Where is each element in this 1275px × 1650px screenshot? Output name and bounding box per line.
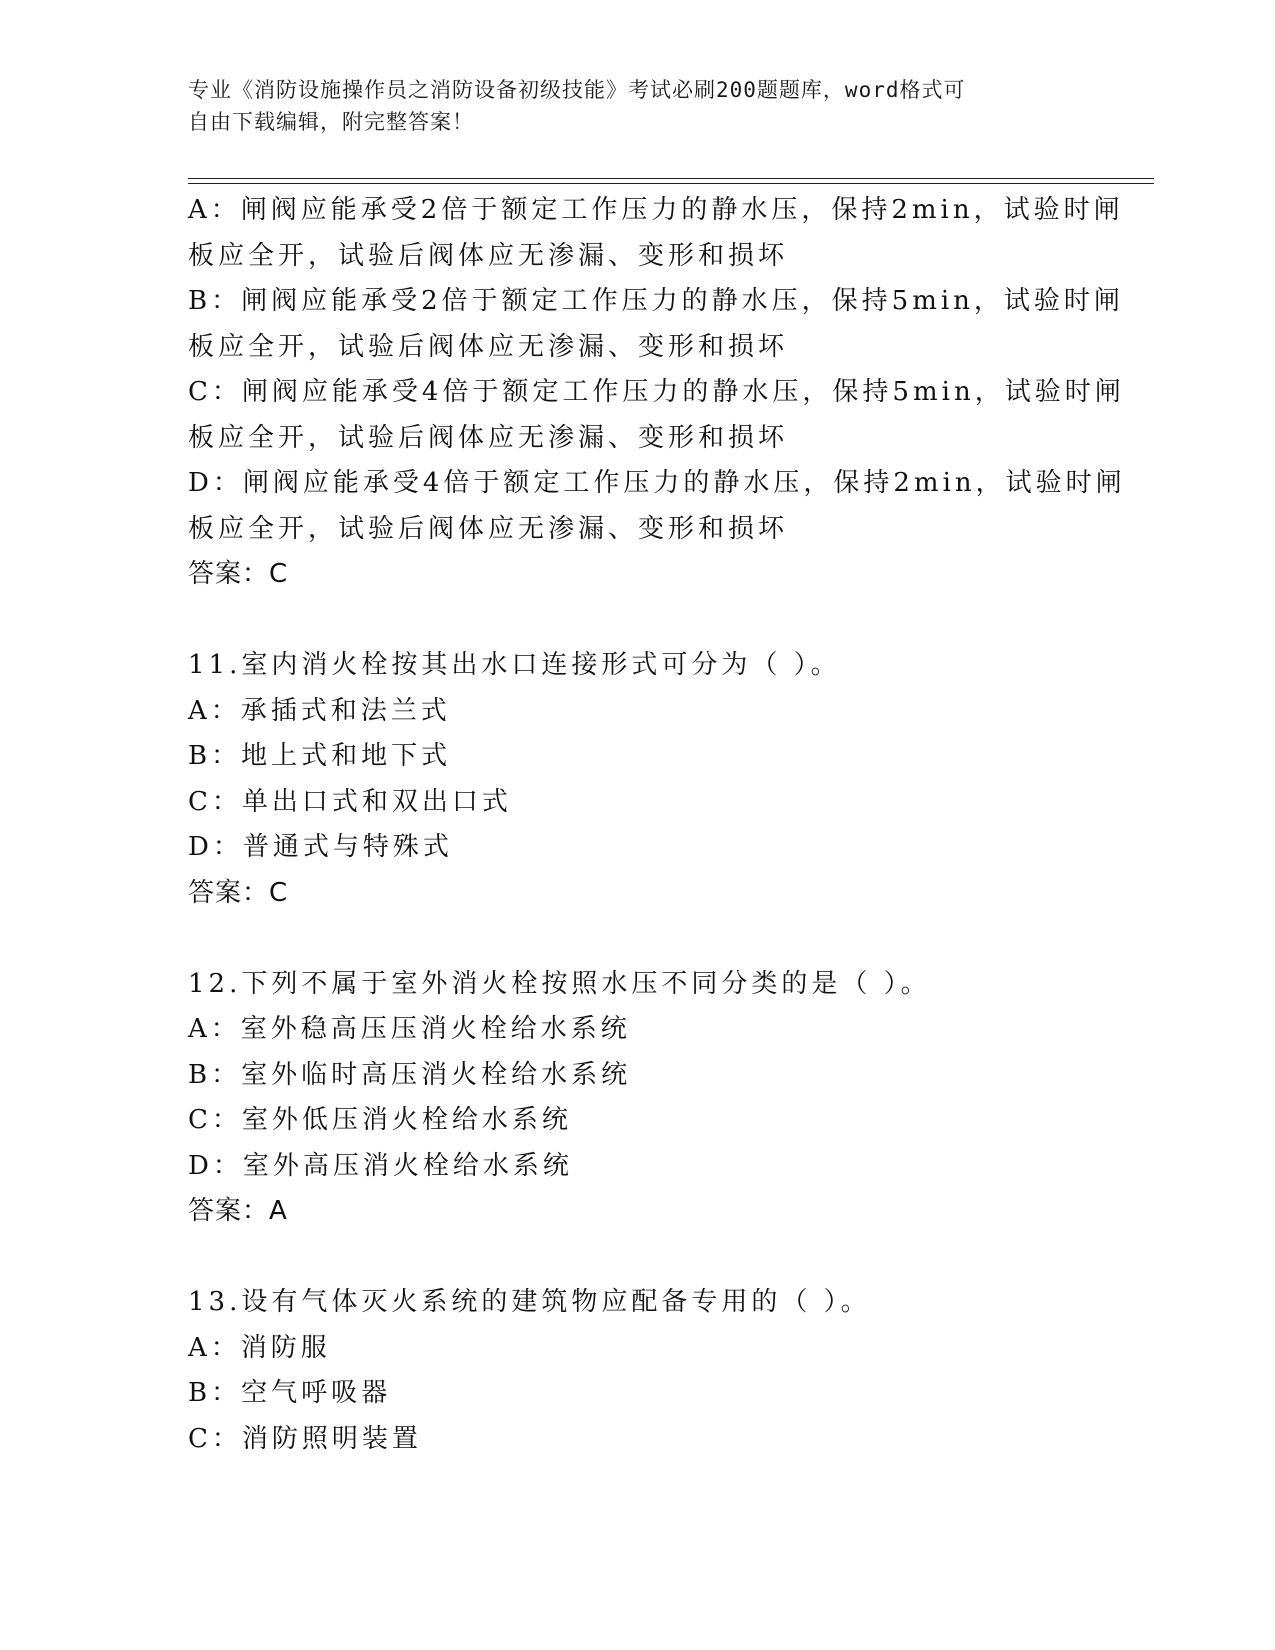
option-c: C：室外低压消火栓给水系统 (188, 1105, 572, 1135)
question-list (188, 188, 1126, 1462)
option-b-line-1: B：闸阀应能承受2倍于额定工作压力的静水压，保持5min，试验时闸 (188, 286, 1124, 316)
header-divider-top (188, 178, 1154, 179)
option-a-line-2: 板应全开，试验后阀体应无渗漏、变形和损坏 (188, 240, 789, 271)
option-a: A：室外稳高压压消火栓给水系统 (188, 1014, 631, 1044)
spacer (188, 916, 1088, 962)
answer: 答案：C (188, 877, 289, 908)
question-13-block (188, 1280, 1088, 1462)
option-d: D：普通式与特殊式 (188, 832, 453, 862)
question-text: 12.下列不属于室外消火栓按照水压不同分类的是（ ）。 (188, 968, 931, 999)
spacer (188, 598, 1088, 644)
option-a: A：消防服 (188, 1332, 331, 1363)
answer: 答案：C (188, 559, 289, 589)
option-d: D：室外高压消火栓给水系统 (188, 1150, 573, 1181)
option-c: C：消防照明装置 (188, 1423, 422, 1454)
header-divider-bottom (188, 183, 1154, 184)
spacer (188, 1235, 1088, 1281)
question-text: 11.室内消火栓按其出水口连接形式可分为（ ）。 (188, 650, 841, 680)
question-12-block (188, 962, 1088, 1235)
option-a: A：承插式和法兰式 (188, 695, 451, 726)
option-b: B：室外临时高压消火栓给水系统 (188, 1059, 632, 1090)
answer: 答案：A (188, 1196, 288, 1226)
option-d-line-2: 板应全开，试验后阀体应无渗漏、变形和损坏 (188, 513, 789, 544)
header-line-2: 自由下载编辑，附完整答案！ (188, 110, 474, 134)
option-c-line-2: 板应全开，试验后阀体应无渗漏、变形和损坏 (188, 422, 789, 453)
header-line-1: 专业《消防设施操作员之消防设备初级技能》考试必刷200题题库，word格式可 (188, 78, 966, 102)
question-11-block (188, 643, 1088, 916)
option-c-line-1: C：闸阀应能承受4倍于额定工作压力的静水压，保持5min，试验时闸 (188, 377, 1125, 407)
option-c: C：单出口式和双出口式 (188, 786, 512, 817)
document-header (188, 74, 1068, 138)
option-d-line-1: D：闸阀应能承受4倍于额定工作压力的静水压，保持2min，试验时闸 (188, 468, 1126, 498)
option-b: B：空气呼吸器 (188, 1378, 392, 1408)
option-b: B：地上式和地下式 (188, 741, 452, 771)
option-a-line-1: A：闸阀应能承受2倍于额定工作压力的静水压，保持2min，试验时闸 (188, 195, 1124, 225)
option-b-line-2: 板应全开，试验后阀体应无渗漏、变形和损坏 (188, 331, 789, 362)
question-text: 13.设有气体灭火系统的建筑物应配备专用的（ ）。 (188, 1287, 871, 1317)
question-10-block (188, 188, 1126, 598)
